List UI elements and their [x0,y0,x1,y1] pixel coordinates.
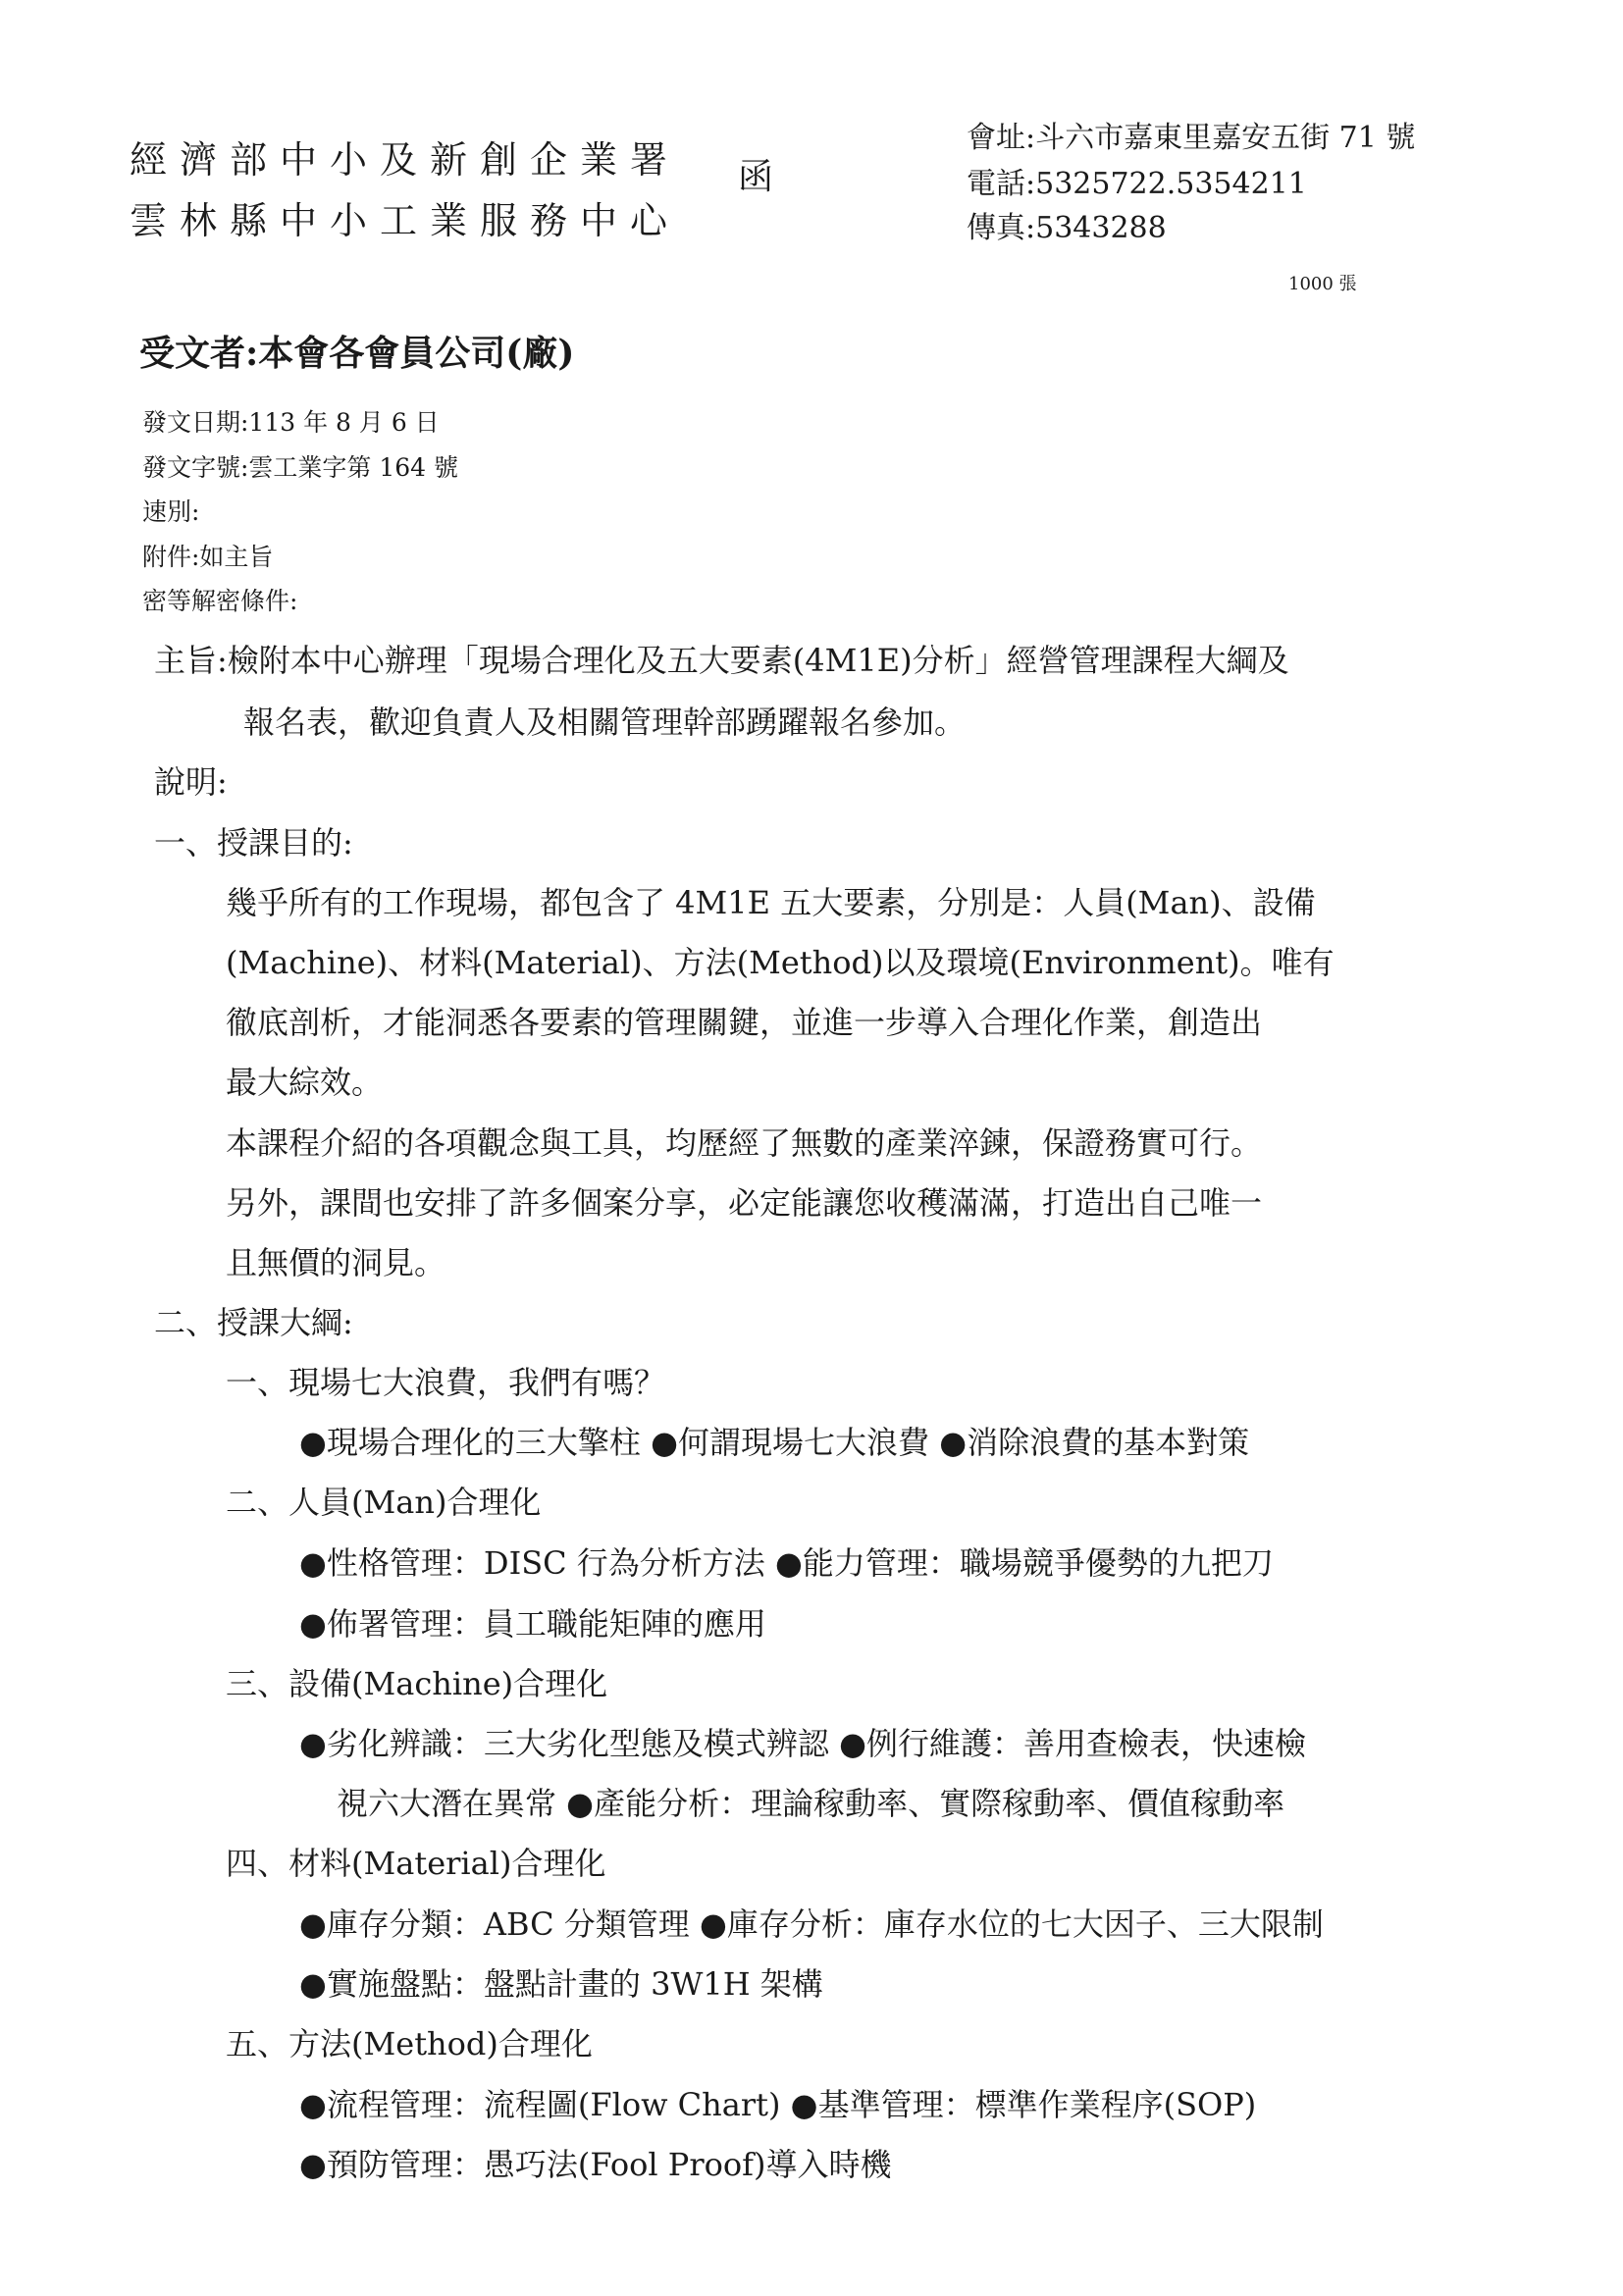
recipient: 受文者:本會各會員公司(廠) [139,333,575,374]
explanation-label: 說明: [154,763,228,801]
org-name-line1: 經濟部中小及新創企業署 [130,138,681,182]
outline-bullets: ●現場合理化的三大擎柱 ●何謂現場七大浪費 ●消除浪費的基本對策 [299,1424,1250,1461]
outline-heading: 五、方法(Method)合理化 [226,2025,593,2062]
outline-bullets: ●預防管理：愚巧法(Fool Proof)導入時機 [299,2146,892,2183]
section1-line: 最大綜效。 [226,1064,384,1101]
outline-heading: 四、材料(Material)合理化 [226,1845,606,1882]
copies-count: 1000 張 [1288,274,1357,294]
section1-line: (Machine)、材料(Material)、方法(Method)以及環境(Environment)。唯有 [226,944,1335,981]
section1-line: 幾乎所有的工作現場，都包含了 4M1E 五大要素，分別是：人員(Man)、設備 [226,884,1316,921]
secrecy-condition: 密等解密條件: [142,587,298,615]
phone: 電話:5325722.5354211 [967,167,1307,201]
section1-line: 且無價的洞見。 [226,1244,446,1281]
section1-line: 徹底剖析，才能洞悉各要素的管理關鍵，並進一步導入合理化作業，創造出 [226,1004,1263,1041]
outline-heading: 二、人員(Man)合理化 [226,1484,542,1521]
outline-bullets: ●流程管理：流程圖(Flow Chart) ●基準管理：標準作業程序(SOP) [299,2086,1257,2123]
outline-bullets: ●性格管理：DISC 行為分析方法 ●能力管理：職場競爭優勢的九把刀 [299,1544,1274,1582]
subject-line1: 主旨:檢附本中心辦理「現場合理化及五大要素(4M1E)分析」經營管理課程大綱及 [154,642,1289,679]
section1-title: 一、授課目的: [154,824,353,861]
doc-type: 函 [738,157,774,197]
issue-date: 發文日期:113 年 8 月 6 日 [142,408,440,437]
section2-title: 二、授課大綱: [154,1304,353,1341]
subject-line2: 報名表，歡迎負責人及相關管理幹部踴躍報名參加。 [243,704,967,741]
outline-bullets: 視六大潛在異常 ●產能分析：理論稼動率、實際稼動率、價值稼動率 [337,1785,1285,1822]
address: 會址:斗六市嘉東里嘉安五街 71 號 [967,121,1416,155]
outline-bullets: ●實施盤點：盤點計畫的 3W1H 架構 [299,1965,823,2003]
outline-heading: 一、現場七大浪費，我們有嗎？ [226,1364,666,1401]
outline-bullets: ●佈署管理：員工職能矩陣的應用 [299,1605,766,1643]
section1-line: 本課程介紹的各項觀念與工具，均歷經了無數的產業淬鍊，保證務實可行。 [226,1124,1263,1162]
outline-bullets: ●劣化辨識：三大劣化型態及模式辨認 ●例行維護：善用查檢表，快速檢 [299,1725,1307,1762]
outline-heading: 三、設備(Machine)合理化 [226,1665,608,1702]
doc-number: 發文字號:雲工業字第 164 號 [142,453,459,482]
outline-bullets: ●庫存分類：ABC 分類管理 ●庫存分析：庫存水位的七大因子、三大限制 [299,1905,1324,1943]
attachment: 附件:如主旨 [142,543,274,571]
org-name-line2: 雲林縣中小工業服務中心 [130,199,681,242]
section1-line: 另外，課間也安排了許多個案分享，必定能讓您收穫滿滿，打造出自己唯一 [226,1184,1263,1222]
speed-class: 速別: [142,497,200,526]
fax: 傳真:5343288 [967,211,1167,245]
